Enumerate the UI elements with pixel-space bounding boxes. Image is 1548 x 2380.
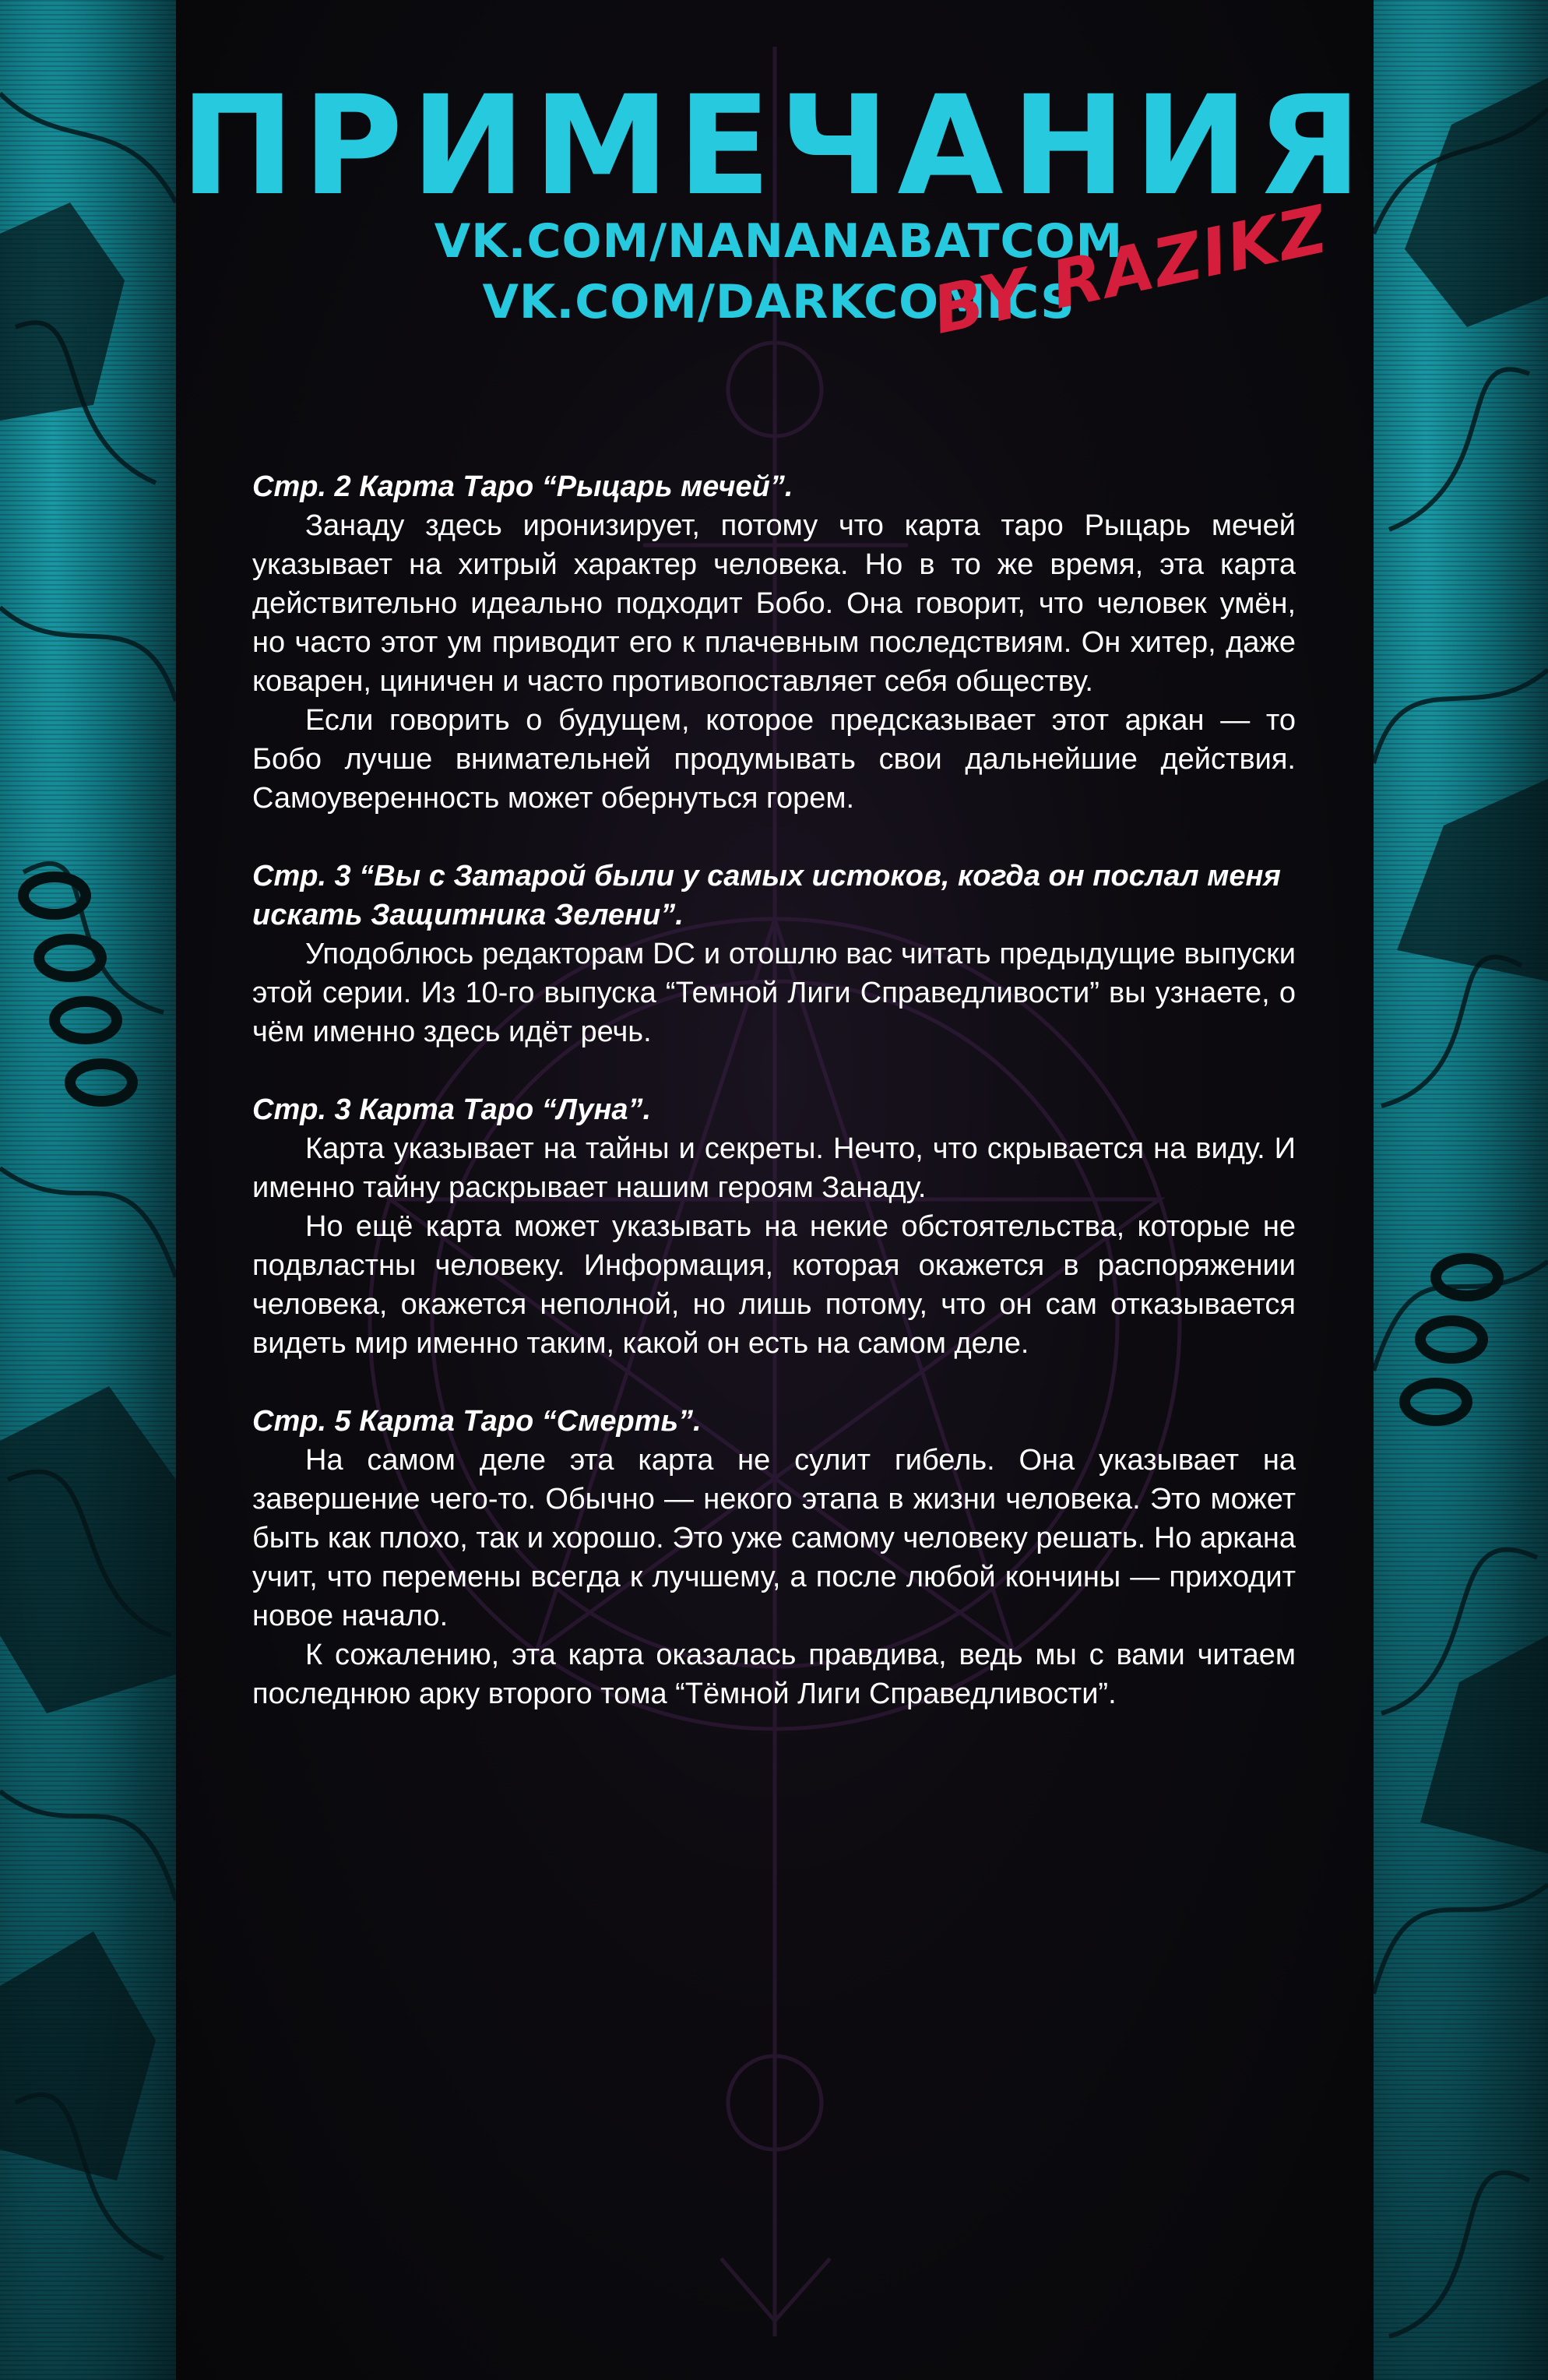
vk-link-nananabatcom[interactable]: VK.COM/NANANABATCOM bbox=[434, 214, 1124, 269]
note-heading: Стр. 3 Карта Таро “Луна”. bbox=[252, 1093, 652, 1126]
note-heading: Стр. 2 Карта Таро “Рыцарь мечей”. bbox=[252, 470, 793, 503]
right-comic-art-illustration bbox=[1374, 0, 1548, 2380]
note-paragraph: Если говорить о будущем, которое предсказывает этот аркан — то Бобо лучше внимательней продумывать свои дальнейшие действия. Самоуверенность может обернуться горем. bbox=[252, 704, 1296, 815]
note-item bbox=[252, 857, 1296, 1051]
page-title: ПРИМЕЧАНИЯ bbox=[180, 66, 1370, 226]
right-comic-art-strip bbox=[1374, 0, 1548, 2380]
note-paragraph: Но ещё карта может указывать на некие обстоятельства, которые не подвластны человеку. Информация, которая окажется в распоряжении человека, окажется неполной, но лишь потому, что он сам отказывается видеть мир именно таким, какой он есть на самом деле. bbox=[252, 1210, 1296, 1360]
note-paragraph: К сожалению, эта карта оказалась правдива, ведь мы с вами читаем последнюю арку второго тома “Тёмной Лиги Справедливости”. bbox=[252, 1639, 1296, 1710]
note-heading: Стр. 3 “Вы с Затарой были у самых истоков, когда он послал меня искать Защитника Зелени”. bbox=[252, 860, 1281, 931]
left-comic-art-illustration bbox=[0, 0, 176, 2380]
vk-link-darkcomics[interactable]: VK.COM/DARKCOMICS bbox=[482, 275, 1075, 329]
note-heading: Стр. 5 Карта Таро “Смерть”. bbox=[252, 1405, 702, 1438]
note-paragraph: На самом деле эта карта не сулит гибель. Она указывает на завершение чего-то. Обычно — некого этапа в жизни человека. Это может быть как плохо, так и хорошо. Это уже самому человеку решать. Но аркана учит, что перемены всегда к лучшему, а после любой кончины — приходит новое начало. bbox=[252, 1444, 1296, 1632]
translator-signature: BY RAZIKZ bbox=[926, 190, 1335, 349]
note-item bbox=[252, 467, 1296, 818]
note-paragraph: Уподоблюсь редакторам DC и отошлю вас читать предыдущие выпуски этой серии. Из 10-го выпуска “Темной Лиги Справедливости” вы узнаете, о чём именно здесь идёт речь. bbox=[252, 938, 1296, 1048]
note-paragraph: Карта указывает на тайны и секреты. Нечто, что скрывается на виду. И именно тайну раскрывает нашим героям Занаду. bbox=[252, 1132, 1296, 1204]
note-item bbox=[252, 1090, 1296, 1363]
left-comic-art-strip bbox=[0, 0, 176, 2380]
note-paragraph: Занаду здесь иронизирует, потому что карта таро Рыцарь мечей указывает на хитрый характер человека. Но в то же время, эта карта действительно идеально подходит Бобо. Она говорит, что человек умён, но часто этот ум приводит его к плачевным последствиям. Он хитер, даже коварен, циничен и часто противопоставляет себя обществу. bbox=[252, 509, 1296, 698]
note-item bbox=[252, 1402, 1296, 1713]
notes-list bbox=[252, 467, 1296, 1752]
